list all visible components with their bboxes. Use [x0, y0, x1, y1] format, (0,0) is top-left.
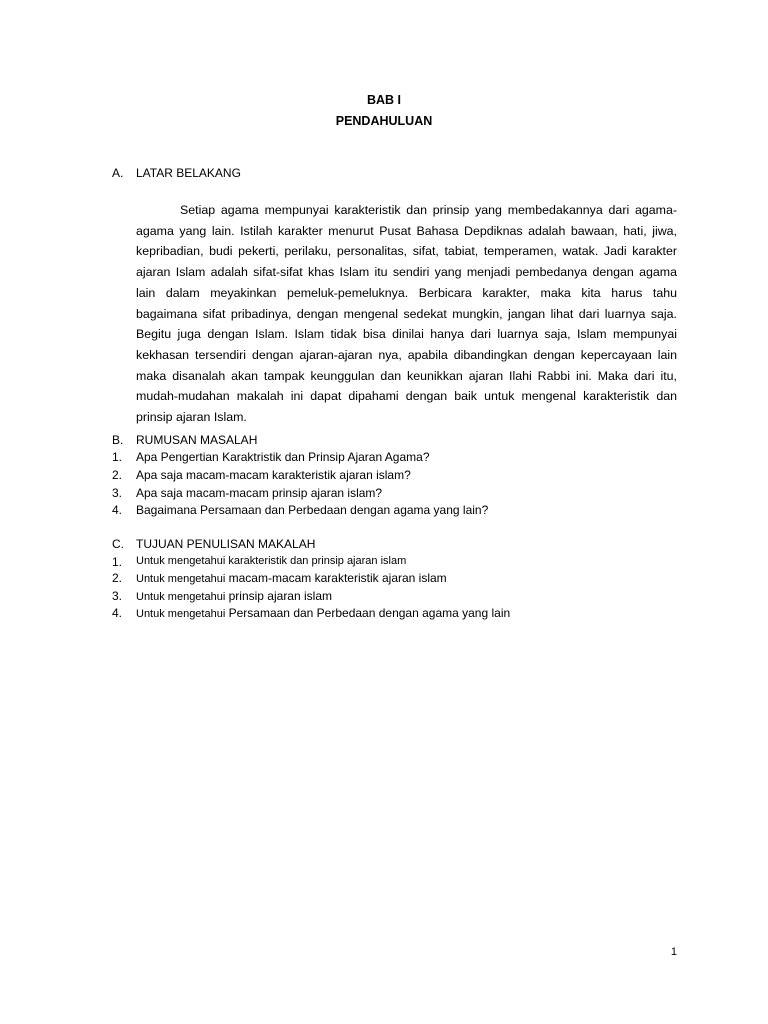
problem-item-text: Apa Pengertian Karaktristik dan Prinsip Ajaran Agama?: [136, 450, 430, 464]
chapter-number: BAB I: [366, 93, 402, 107]
objective-item-rest: macam-macam karakteristik ajaran islam: [225, 571, 447, 585]
problem-item-number: 2.: [112, 468, 123, 482]
objective-item-number: 2.: [112, 571, 123, 585]
background-paragraph: Setiap agama mempunyai karakteristik dan prinsip yang membedakannya dari agama-agama yang lain. Istilah karakter menurut Pusat Bahasa Depdiknas adalah bawaan, hati, jiwa, kepribadian, budi pekerti, perilaku, personalitas, sifat, tabiat, temperamen, watak. Jadi karakter ajaran Islam adalah sifat-sifat khas Islam itu sendiri yang menjadi pembedanya dengan agama lain dalam meyakinkan pemeluk-pemeluknya. Berbicara karakter, maka kita harus tahu bagaimana sifat pribadinya, dengan mengenal sedekat mungkin, jangan lihat dari luarnya saja. Begitu juga dengan Islam. Islam tidak bisa dinilai hanya dari luarnya saja, Islam mempunyai kekhasan tersendiri dengan ajaran-ajaran nya, apabila dibandingkan dengan kepercayaan lain maka disanalah akan tampak keunggulan dan keunikkan ajaran Ilahi Rabbi ini. Maka dari itu, mudah-mudahan makalah ini dapat dipahami dengan baik untuk mengenal karakteristik dan prinsip ajaran Islam.: [136, 203, 677, 425]
section-b-title: RUMUSAN MASALAH: [136, 433, 258, 447]
objective-item-prefix: Untuk mengetahui karakteristik dan prinsip ajaran islam: [136, 555, 407, 567]
problem-item-text: Apa saja macam-macam karakteristik ajaran islam?: [136, 468, 411, 482]
objective-item-rest: Persamaan dan Perbedaan dengan agama yang lain: [225, 606, 511, 620]
section-a-title: LATAR BELAKANG: [136, 166, 241, 180]
objective-item-text: [136, 571, 447, 585]
section-c-letter: C.: [112, 537, 124, 551]
chapter-title: PENDAHULUAN: [335, 114, 433, 128]
problem-item-text: Bagaimana Persamaan dan Perbedaan dengan agama yang lain?: [136, 503, 489, 517]
objective-item-number: 4.: [112, 606, 123, 620]
objective-item-rest: prinsip ajaran islam: [225, 589, 332, 603]
problem-item-number: 4.: [112, 503, 123, 517]
objective-item-number: 3.: [112, 589, 123, 603]
objective-item-text: [136, 555, 406, 567]
objective-item-text: [136, 606, 510, 620]
objective-item-prefix: Untuk mengetahui: [136, 608, 226, 620]
section-b-letter: B.: [112, 433, 124, 447]
problem-item-number: 1.: [112, 450, 123, 464]
section-c-title: TUJUAN PENULISAN MAKALAH: [136, 537, 316, 551]
objective-item-prefix: Untuk mengetahui: [136, 591, 226, 603]
page-number: 1: [670, 946, 677, 958]
objective-item-prefix: Untuk mengetahui: [136, 573, 226, 585]
problem-item-number: 3.: [112, 486, 123, 500]
problem-item-text: Apa saja macam-macam prinsip ajaran islam?: [136, 486, 383, 500]
objective-item-text: [136, 589, 332, 603]
section-a-letter: A.: [112, 166, 124, 180]
objective-item-number: 1.: [112, 555, 123, 569]
